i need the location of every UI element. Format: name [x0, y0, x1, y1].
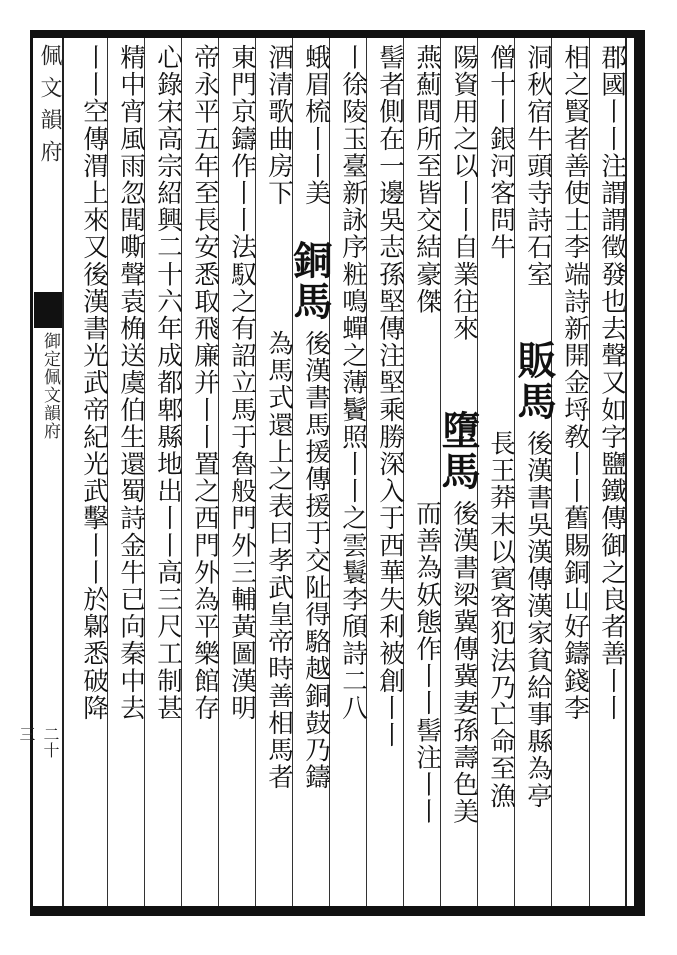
- entry-heading-fan-ma: 販馬: [511, 340, 557, 422]
- text-run: 為馬式還上之表曰孝武皇帝時善相馬者: [264, 330, 294, 791]
- text-column-3: 洞秋宿牛頭寺詩石室: [523, 44, 553, 288]
- text-column-15: 丨丨空傳渭上來又後漢書光武帝紀光武擊丨丨於鄡悉破降: [79, 44, 109, 722]
- text-run: 長王莽末以賓客犯法乃亡命至漁: [486, 430, 516, 810]
- text-column-14: 精中宵風雨忽聞嘶聲袁桷送虞伯生還蜀詩金牛已向秦中去: [116, 44, 146, 722]
- page-frame-right: [634, 30, 645, 916]
- text-column-8: 丨徐陵玉臺新詠序粧鳴蟬之薄鬢照丨丨之雲鬟李頎詩二八: [338, 44, 368, 722]
- text-run: 後漢書梁冀傳冀妻孫壽色美: [449, 500, 479, 826]
- page-frame-left: [30, 30, 33, 916]
- text-column-4: 僧十丨銀河客問牛: [486, 44, 516, 261]
- text-run: 後漢書馬援傳援于交阯得駱越銅鼓乃鑄: [301, 330, 331, 791]
- entry-heading-tong-ma: 銅馬: [287, 240, 333, 322]
- text-run: 後漢書吳漢傳漢家貧給事縣為亭: [523, 430, 553, 810]
- text-column-6: 燕薊間所至皆交結豪傑: [412, 44, 442, 315]
- page-frame-bottom: [30, 906, 645, 916]
- text-column-1: 郡國丨丨注謂謂徵發也去聲又如字鹽鐵傳御之良者善丨丨: [597, 44, 627, 722]
- text-run: 而善為妖態作丨丨髻注丨丨: [412, 500, 442, 826]
- page-frame-top: [30, 30, 645, 38]
- text-column-5: 陽資用之以丨丨自業往來: [449, 44, 479, 343]
- text-column-10: 酒清歌曲房下: [264, 44, 294, 207]
- book-subtitle: 御定佩文韻府: [40, 332, 60, 440]
- book-title: 佩文韻府: [37, 44, 62, 172]
- text-column-9: 蛾眉梳丨丨美: [301, 44, 331, 207]
- gutter-border: [62, 38, 64, 906]
- text-column-2: 相之賢者善使士李端詩新開金埒敎丨丨舊賜銅山好鑄錢李: [560, 44, 590, 722]
- entry-heading-duo-ma: 墮馬: [435, 410, 481, 492]
- text-column-13: 心錄宋高宗紹興二十六年成都郫縣地出丨丨高三尺工制甚: [153, 44, 183, 722]
- page-number: 二十三: [17, 726, 60, 758]
- text-column-7: 髻者側在一邊吳志孫堅傳注堅乘勝深入于西華失利被創丨丨: [375, 44, 405, 749]
- fishtail-mark: [34, 292, 62, 328]
- text-column-12: 帝永平五年至長安悉取飛廉并丨丨置之西門外為平樂館存: [190, 44, 220, 722]
- text-column-11: 東門京鑄作丨丨法馭之有詔立馬于魯般門外三輔黃圖漢明: [227, 44, 257, 722]
